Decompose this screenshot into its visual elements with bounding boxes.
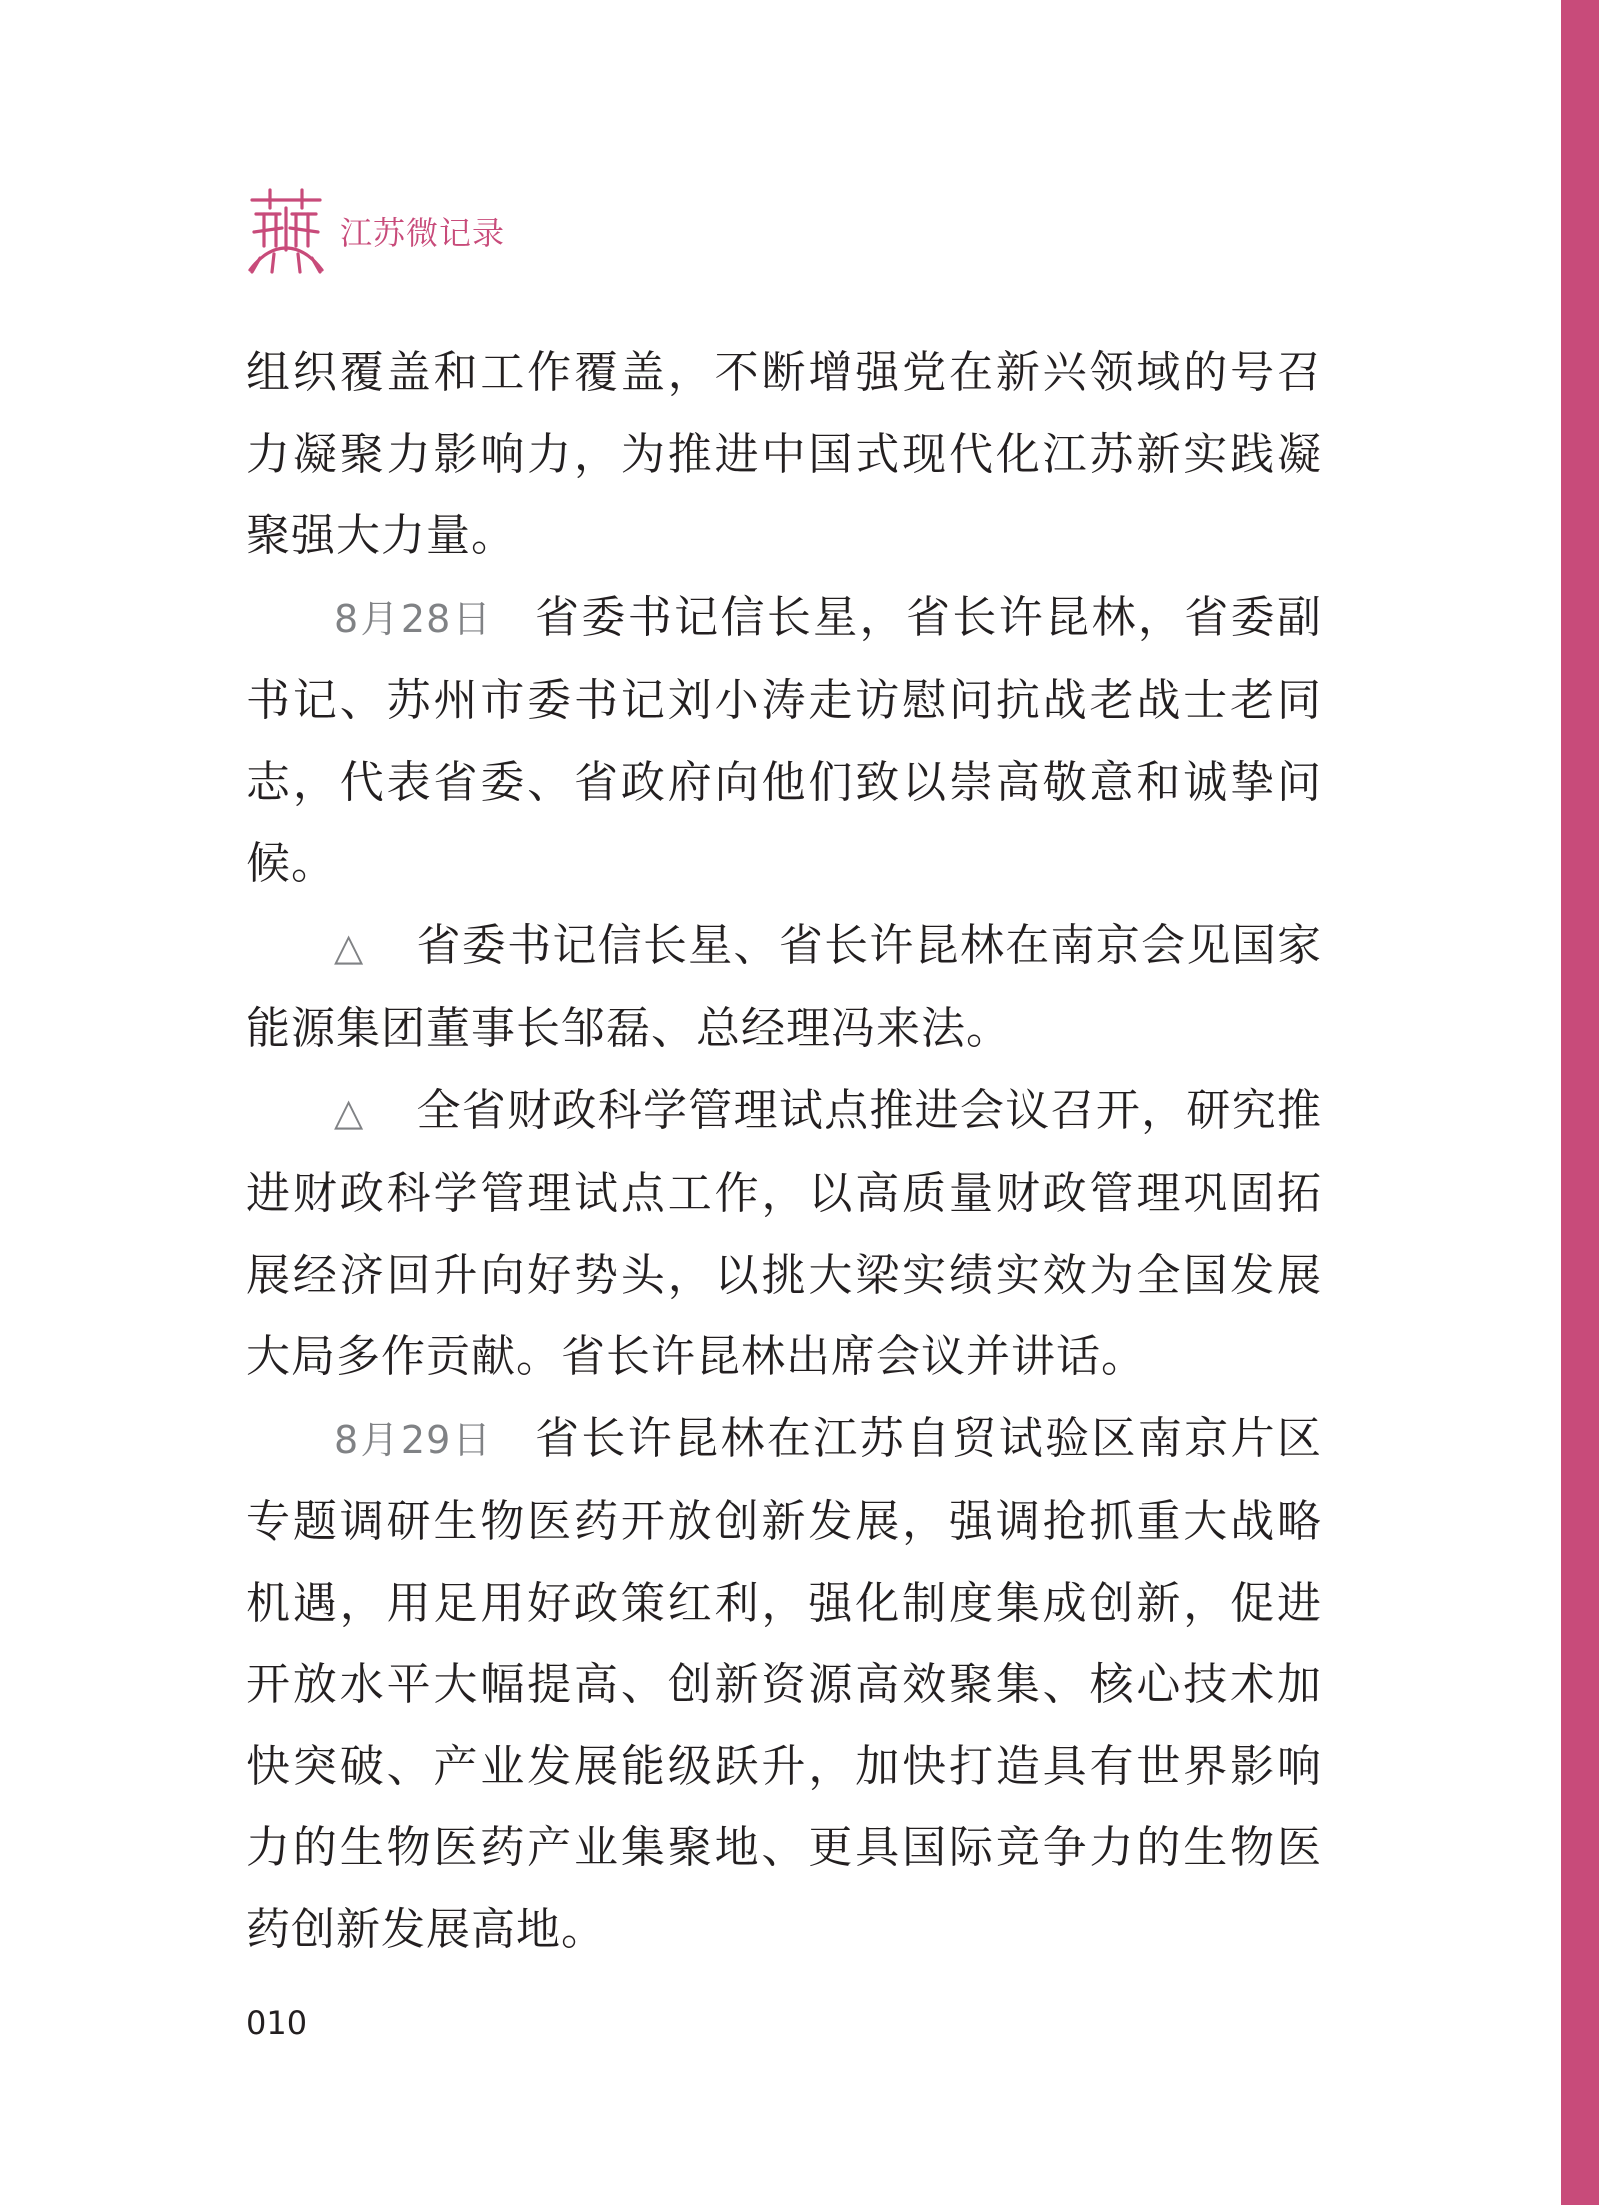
page-header: [246, 186, 505, 276]
paragraph-3: [246, 905, 1322, 1070]
page-number: 010: [246, 2004, 308, 2042]
header-title: 江苏微记录: [340, 214, 506, 252]
paragraph-2: [246, 577, 1322, 905]
paragraph-text: 省委书记信长星，省长许昆林，省委副书记、苏州市委书记刘小涛走访慰问抗战老战士老同志，代表省委、省政府向他们致以崇高敬意和诚挚问候。: [246, 591, 1323, 889]
date-label: 8月28日: [334, 596, 494, 641]
paragraph-4: [246, 1070, 1322, 1398]
paragraph-text: 省委书记信长星、省长许昆林在南京会见国家能源集团董事长邹磊、总经理冯来法。: [246, 919, 1322, 1054]
paragraph-text: 组织覆盖和工作覆盖，不断增强党在新兴领域的号召力凝聚力影响力，为推进中国式现代化江苏新实践凝聚强大力量。: [246, 347, 1322, 561]
paragraph-text: 全省财政科学管理试点推进会议召开，研究推进财政科学管理试点工作，以高质量财政管理巩固拓展经济回升向好势头，以挑大梁实绩实效为全国发展大局多作贡献。省长许昆林出席会议并讲话。: [246, 1084, 1322, 1382]
paragraph-1: [246, 332, 1322, 577]
body-text: [246, 332, 1322, 1970]
paragraph-5: [246, 1398, 1322, 1971]
jiangsu-su-character-logo-icon: [246, 188, 326, 274]
paragraph-text: 省长许昆林在江苏自贸试验区南京片区专题调研生物医药开放创新发展，强调抢抓重大战略机遇，用足用好政策红利，强化制度集成创新，促进开放水平大幅提高、创新资源高效聚集、核心技术加快突破、产业发展能级跃升，加快打造具有世界影响力的生物医药产业集聚地、更具国际竞争力的生物医药创新发展高地。: [246, 1412, 1323, 1955]
date-label: 8月29日: [334, 1417, 494, 1462]
side-color-bar: [1561, 0, 1599, 2205]
triangle-marker: △: [334, 1089, 365, 1134]
triangle-marker: △: [334, 924, 365, 969]
